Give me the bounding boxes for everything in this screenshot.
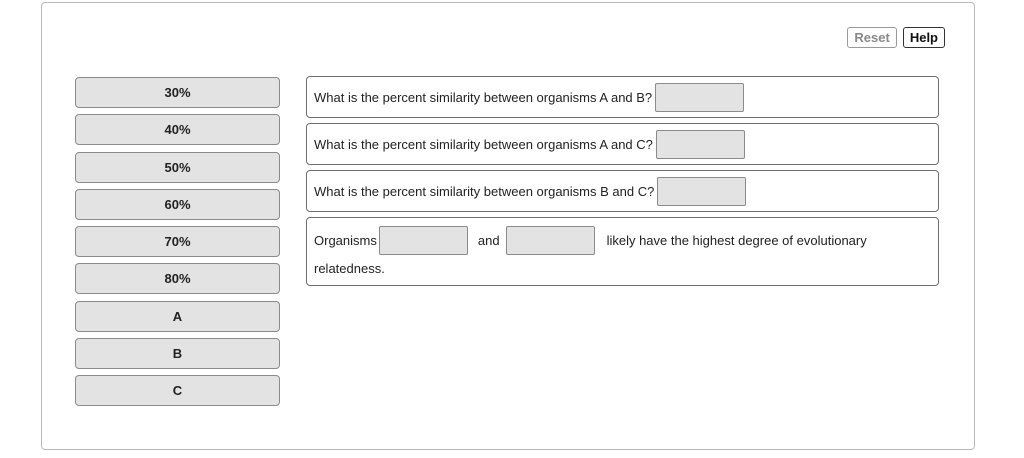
question-bc-text: What is the percent similarity between organisms B and C? — [314, 183, 655, 199]
choice-70-percent[interactable]: 70% — [75, 226, 280, 257]
choice-30-percent[interactable]: 30% — [75, 77, 280, 108]
question-ac — [306, 123, 939, 165]
reset-button[interactable]: Reset — [847, 27, 896, 48]
relatedness-text-and: and — [477, 232, 500, 248]
question-ab-text: What is the percent similarity between organisms A and B? — [314, 89, 653, 105]
choice-80-percent[interactable]: 80% — [75, 263, 280, 294]
relatedness-text-likely: likely have the highest degree of evolutionary — [606, 232, 867, 248]
choice-c[interactable]: C — [75, 375, 280, 406]
question-list — [306, 76, 939, 291]
toolbar — [847, 27, 945, 48]
activity-panel — [41, 2, 975, 450]
drop-target-organism-2[interactable] — [506, 226, 595, 255]
question-ac-text: What is the percent similarity between organisms A and C? — [314, 136, 653, 152]
question-bc — [306, 170, 939, 212]
relatedness-text-end: relatedness. — [314, 261, 385, 276]
choice-40-percent[interactable]: 40% — [75, 114, 280, 145]
drop-target-ac[interactable] — [656, 130, 745, 159]
drop-target-bc[interactable] — [657, 177, 746, 206]
drop-target-organism-1[interactable] — [379, 226, 468, 255]
choice-60-percent[interactable]: 60% — [75, 189, 280, 220]
answer-bank — [75, 77, 280, 413]
choice-b[interactable]: B — [75, 338, 280, 369]
help-button[interactable]: Help — [903, 27, 945, 48]
relatedness-text-organisms: Organisms — [314, 232, 377, 248]
drop-target-ab[interactable] — [655, 83, 744, 112]
question-relatedness — [306, 217, 939, 286]
choice-50-percent[interactable]: 50% — [75, 152, 280, 183]
question-ab — [306, 76, 939, 118]
choice-a[interactable]: A — [75, 301, 280, 332]
